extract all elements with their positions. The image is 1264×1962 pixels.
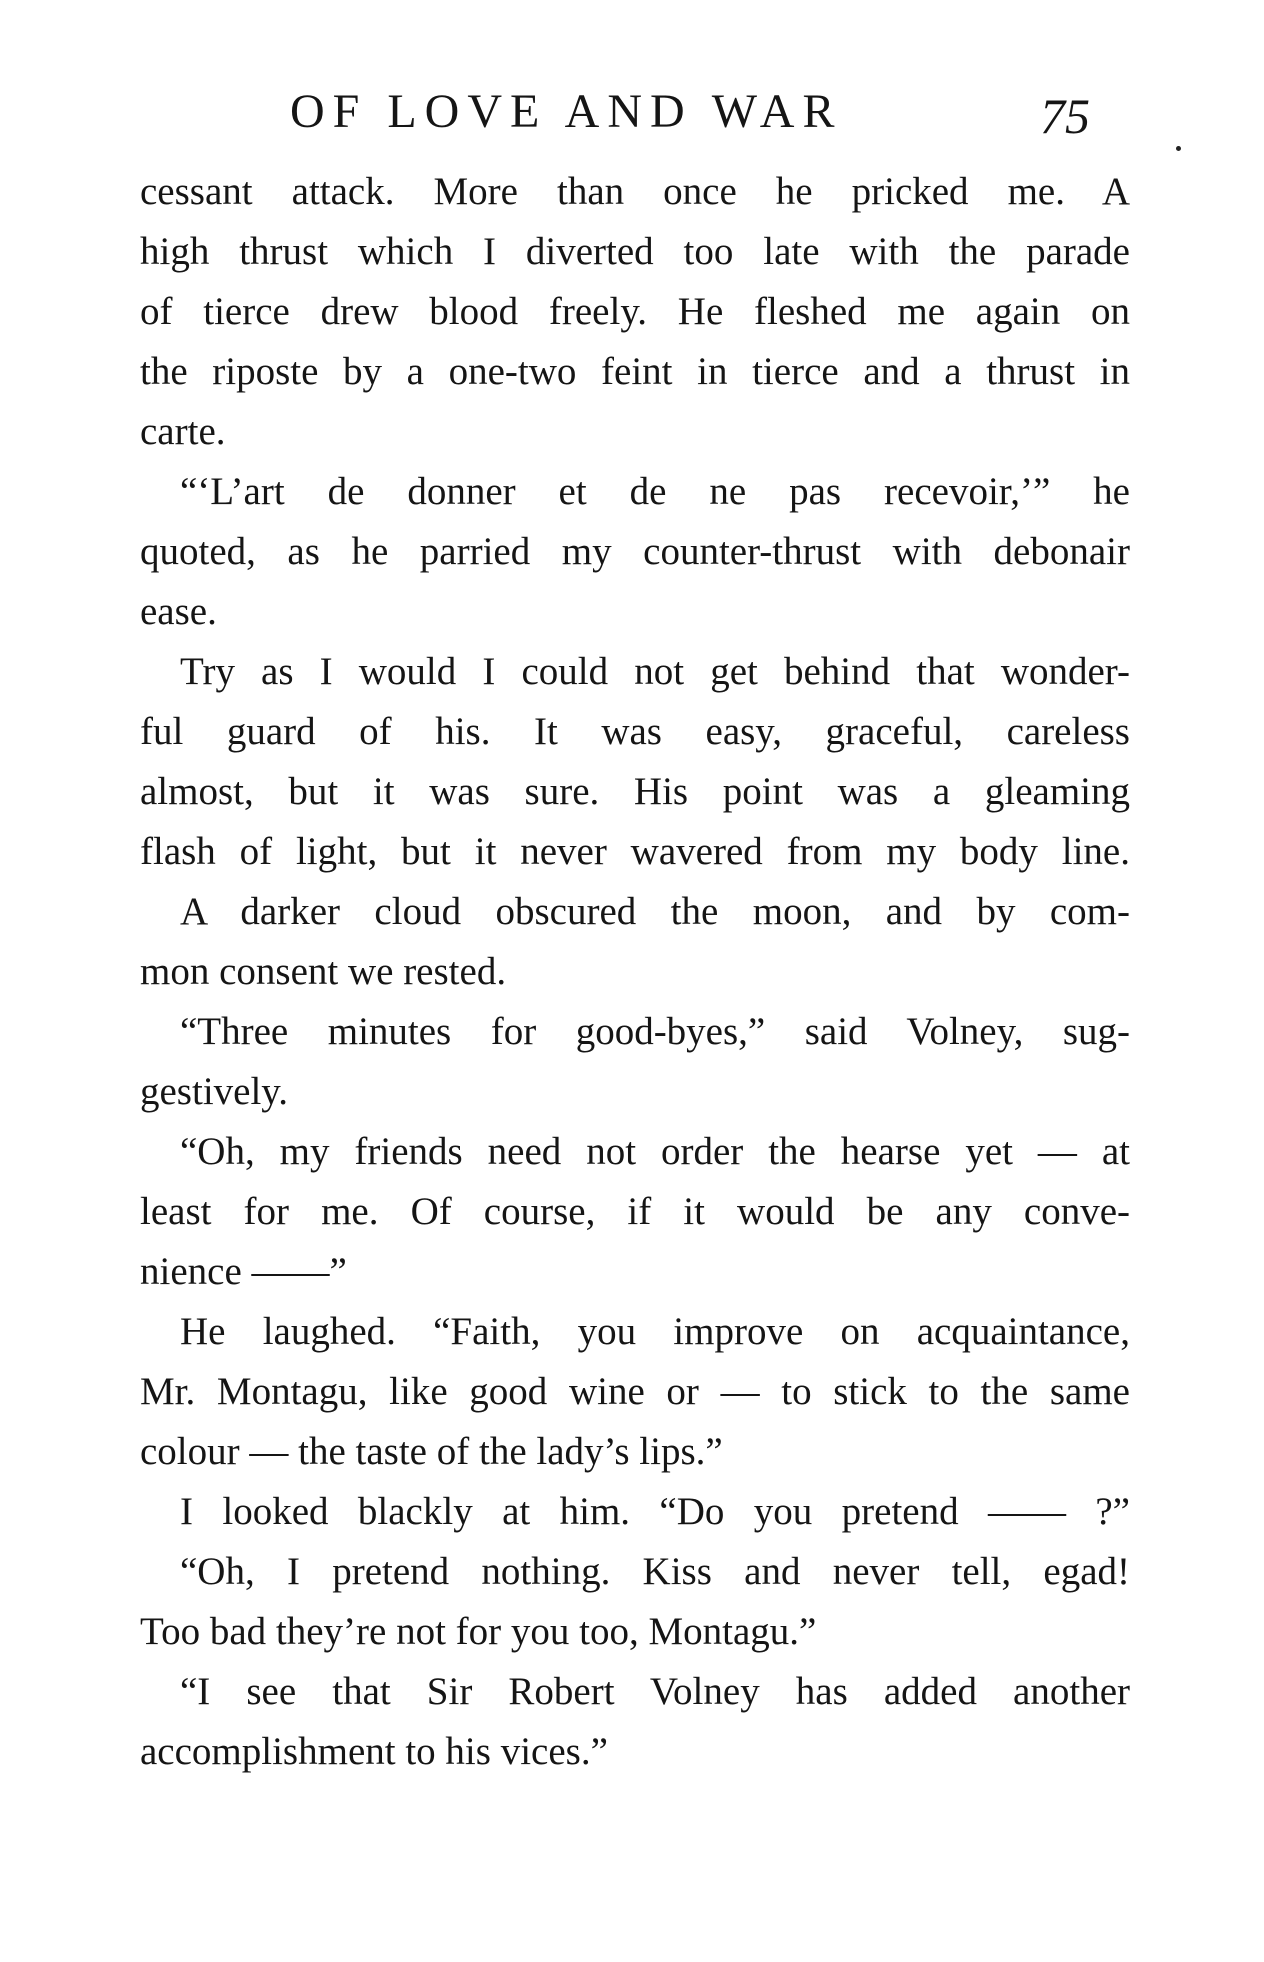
text-line: Try as I would I could not get behind that wonder- xyxy=(180,650,1130,693)
text-line: “Three minutes for good-byes,” said Volney, sug- xyxy=(180,1010,1130,1053)
text-line: “‘L’art de donner et de ne pas recevoir,’” he xyxy=(180,470,1130,513)
text-line: high thrust which I diverted too late with the parade xyxy=(140,230,1130,273)
text-line: “I see that Sir Robert Volney has added another xyxy=(180,1670,1130,1713)
text-line: cessant attack. More than once he pricked me. A xyxy=(140,170,1130,213)
text-line: colour — the taste of the lady’s lips.” xyxy=(140,1430,723,1473)
text-line: gestively. xyxy=(140,1070,289,1113)
running-title: OF LOVE AND WAR xyxy=(290,85,843,138)
text-line: “Oh, my friends need not order the hearse yet — at xyxy=(180,1130,1130,1173)
text-line: mon consent we rested. xyxy=(140,950,507,993)
text-line: nience ——” xyxy=(140,1250,347,1293)
text-line: accomplishment to his vices.” xyxy=(140,1730,608,1773)
text-line: almost, but it was sure. His point was a gleaming xyxy=(140,770,1130,813)
page-number: 75 xyxy=(1040,88,1090,144)
text-line: flash of light, but it never wavered from my body line. xyxy=(140,830,1130,873)
text-line: “Oh, I pretend nothing. Kiss and never tell, egad! xyxy=(180,1550,1130,1593)
running-head xyxy=(0,82,1264,142)
text-line: the riposte by a one-two feint in tierce and a thrust in xyxy=(140,350,1130,393)
text-line: Mr. Montagu, like good wine or — to stick to the same xyxy=(140,1370,1130,1413)
text-line: quoted, as he parried my counter-thrust with debonair xyxy=(140,530,1130,573)
text-line: ful guard of his. It was easy, graceful, careless xyxy=(140,710,1130,753)
text-line: Too bad they’re not for you too, Montagu.” xyxy=(140,1610,817,1653)
text-line: I looked blackly at him. “Do you pretend —— ?” xyxy=(180,1490,1130,1533)
text-line: carte. xyxy=(140,410,226,453)
text-line: least for me. Of course, if it would be any conve- xyxy=(140,1190,1130,1233)
body-text xyxy=(140,162,1130,1782)
text-line: ease. xyxy=(140,590,217,633)
text-line: He laughed. “Faith, you improve on acquaintance, xyxy=(180,1310,1130,1353)
text-line: A darker cloud obscured the moon, and by com- xyxy=(180,890,1130,933)
text-line: of tierce drew blood freely. He fleshed me again on xyxy=(140,290,1130,333)
print-speck xyxy=(1176,146,1181,151)
